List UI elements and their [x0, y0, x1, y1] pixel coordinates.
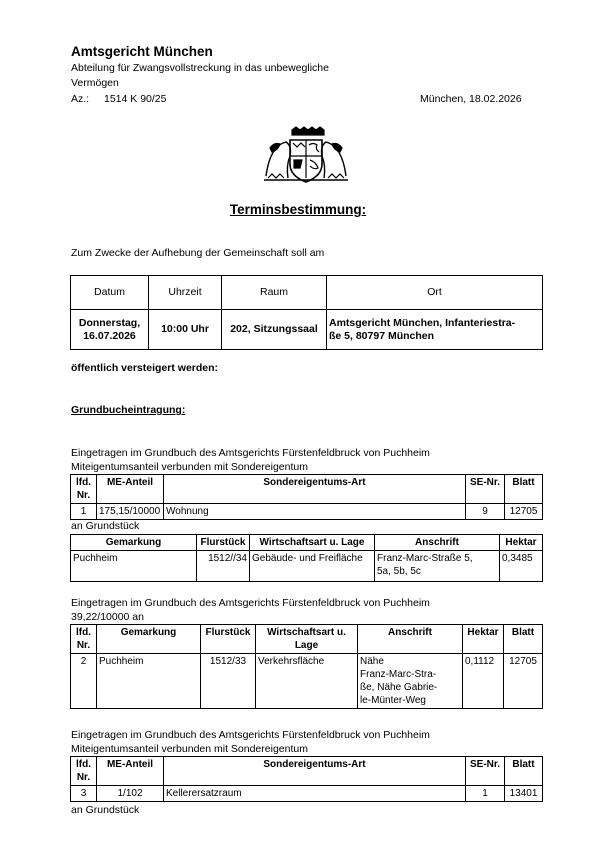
- b3-cell-me: 1/102: [97, 786, 164, 802]
- b2-header-lfd-2: Nr.: [76, 640, 91, 651]
- b2-cell-wirt: Verkehrsfläche: [256, 654, 358, 709]
- b1gs-cell-anschrift: [375, 551, 500, 582]
- b2-header-gem: Gemarkung: [97, 625, 201, 654]
- b2-anschrift-4: le-Münter-Weg: [360, 695, 426, 706]
- department-line-1: Abteilung für Zwangsvollstreckung in das unbewegliche: [71, 62, 329, 74]
- block1-table: [70, 474, 543, 520]
- b1-header-lfd-2: Nr.: [76, 490, 91, 501]
- b2-cell-anschrift: [358, 654, 463, 709]
- sold-text: öffentlich versteigert werden:: [71, 362, 219, 374]
- b2-cell-lfd: 2: [71, 654, 97, 709]
- b2-anschrift-1: Nähe: [360, 656, 384, 667]
- b1gs-cell-hektar: 0,3485: [500, 551, 543, 582]
- b1gs-header-flst: Flurstück: [197, 535, 250, 551]
- termin-date-line-1: Donnerstag,: [78, 316, 141, 329]
- b2-header-flst: Flurstück: [201, 625, 256, 654]
- b1-cell-lfd: 1: [71, 504, 97, 520]
- department-line-2: Vermögen: [71, 77, 119, 89]
- termin-header-datum: Datum: [71, 276, 149, 310]
- termin-header-uhrzeit: Uhrzeit: [149, 276, 222, 310]
- grundbuch-heading: Grundbucheintragung:: [71, 404, 186, 416]
- b2-cell-flst: 1512/33: [201, 654, 256, 709]
- b2-cell-blatt: 12705: [504, 654, 543, 709]
- b1-header-lfd: [71, 475, 97, 504]
- b1gs-anschrift-2: 5a, 5b, 5c: [377, 566, 421, 577]
- termin-header-raum: Raum: [222, 276, 327, 310]
- b1gs-header-gem: Gemarkung: [71, 535, 197, 551]
- b1gs-cell-gem: Puchheim: [71, 551, 197, 582]
- court-name: Amtsgericht München: [71, 44, 213, 59]
- b3-cell-lfd: 3: [71, 786, 97, 802]
- block1-line-1: Eingetragen im Grundbuch des Amtsgerichts Fürstenfeldbruck von Puchheim: [71, 447, 430, 459]
- b2-anschrift-2: Franz-Marc-Stra-: [360, 669, 437, 680]
- b2-header-hektar: Hektar: [463, 625, 504, 654]
- termin-date: [71, 310, 149, 350]
- block3-line-2: Miteigentumsanteil verbunden mit Sondereigentum: [71, 743, 308, 755]
- block1-grundstueck-table: [70, 534, 543, 582]
- block1-line-2: Miteigentumsanteil verbunden mit Sondereigentum: [71, 461, 308, 473]
- block1-an: an Grundstück: [71, 520, 140, 532]
- b1-cell-se: 9: [466, 504, 505, 520]
- b2-cell-gem: Puchheim: [97, 654, 201, 709]
- az-value: 1514 K 90/25: [104, 93, 167, 105]
- b1gs-anschrift-1: Franz-Marc-Straße 5,: [377, 553, 473, 564]
- b1-cell-me: 175,15/10000: [97, 504, 164, 520]
- b2-header-wirt-1: Wirtschaftsart u.: [267, 627, 346, 638]
- intro-text: Zum Zwecke der Aufhebung der Gemeinschaft soll am: [71, 247, 325, 259]
- b1-header-se: SE-Nr.: [466, 475, 505, 504]
- b1gs-header-anschrift: Anschrift: [375, 535, 500, 551]
- place-date: München, 18.02.2026: [420, 93, 522, 105]
- termin-time: 10:00 Uhr: [149, 310, 222, 350]
- b1-cell-art: Wohnung: [164, 504, 466, 520]
- b3-cell-blatt: 13401: [505, 786, 543, 802]
- b2-header-lfd: [71, 625, 97, 654]
- document-title: Terminsbestimmung:: [229, 202, 367, 217]
- b1-header-lfd-1: lfd.: [76, 477, 91, 488]
- b3-cell-art: Kellerersatzraum: [164, 786, 466, 802]
- b1-header-me: ME-Anteil: [97, 475, 164, 504]
- termin-date-line-2: 16.07.2026: [83, 329, 136, 342]
- b3-header-blatt: Blatt: [505, 757, 543, 786]
- b2-header-blatt: Blatt: [504, 625, 543, 654]
- b2-header-anschrift: Anschrift: [358, 625, 463, 654]
- b1gs-cell-flst: 1512//34: [197, 551, 250, 582]
- b1gs-header-hektar: Hektar: [500, 535, 543, 551]
- b2-header-lfd-1: lfd.: [76, 627, 91, 638]
- block2-line-2: 39,22/10000 an: [71, 611, 144, 623]
- b2-cell-hektar: 0,1112: [463, 654, 504, 709]
- b3-header-lfd: [71, 757, 97, 786]
- b2-anschrift-3: ße, Nähe Gabrie-: [360, 682, 438, 693]
- az-label: Az.:: [71, 93, 90, 105]
- block2-line-1: Eingetragen im Grundbuch des Amtsgerichts Fürstenfeldbruck von Puchheim: [71, 597, 430, 609]
- b3-header-se: SE-Nr.: [466, 757, 505, 786]
- bavarian-coat-of-arms-icon: [262, 126, 350, 184]
- b1-header-blatt: Blatt: [505, 475, 543, 504]
- block2-table: [70, 624, 543, 709]
- termin-place: [327, 310, 543, 350]
- block3-an: an Grundstück: [71, 804, 140, 816]
- b3-header-art: Sondereigentums-Art: [164, 757, 466, 786]
- b3-cell-se: 1: [466, 786, 505, 802]
- b1-header-art: Sondereigentums-Art: [164, 475, 466, 504]
- b1gs-cell-wirt: Gebäude- und Freifläche: [250, 551, 375, 582]
- department: [71, 61, 371, 91]
- b3-header-me: ME-Anteil: [97, 757, 164, 786]
- b3-header-lfd-2: Nr.: [76, 772, 91, 783]
- b3-header-lfd-1: lfd.: [76, 759, 91, 770]
- block3-line-1: Eingetragen im Grundbuch des Amtsgerichts Fürstenfeldbruck von Puchheim: [71, 729, 430, 741]
- termin-room: 202, Sitzungssaal: [222, 310, 327, 350]
- b1-cell-blatt: 12705: [505, 504, 543, 520]
- termin-place-line-2: ße 5, 80797 München: [329, 329, 435, 342]
- b2-header-wirt: [256, 625, 358, 654]
- b2-header-wirt-2: Lage: [294, 640, 319, 651]
- block3-table: [70, 756, 543, 802]
- termin-table: [70, 275, 543, 350]
- termin-place-line-1: Amtsgericht München, Infanteriestra-: [329, 316, 516, 329]
- termin-header-ort: Ort: [327, 276, 543, 310]
- b1gs-header-wirt: Wirtschaftsart u. Lage: [250, 535, 375, 551]
